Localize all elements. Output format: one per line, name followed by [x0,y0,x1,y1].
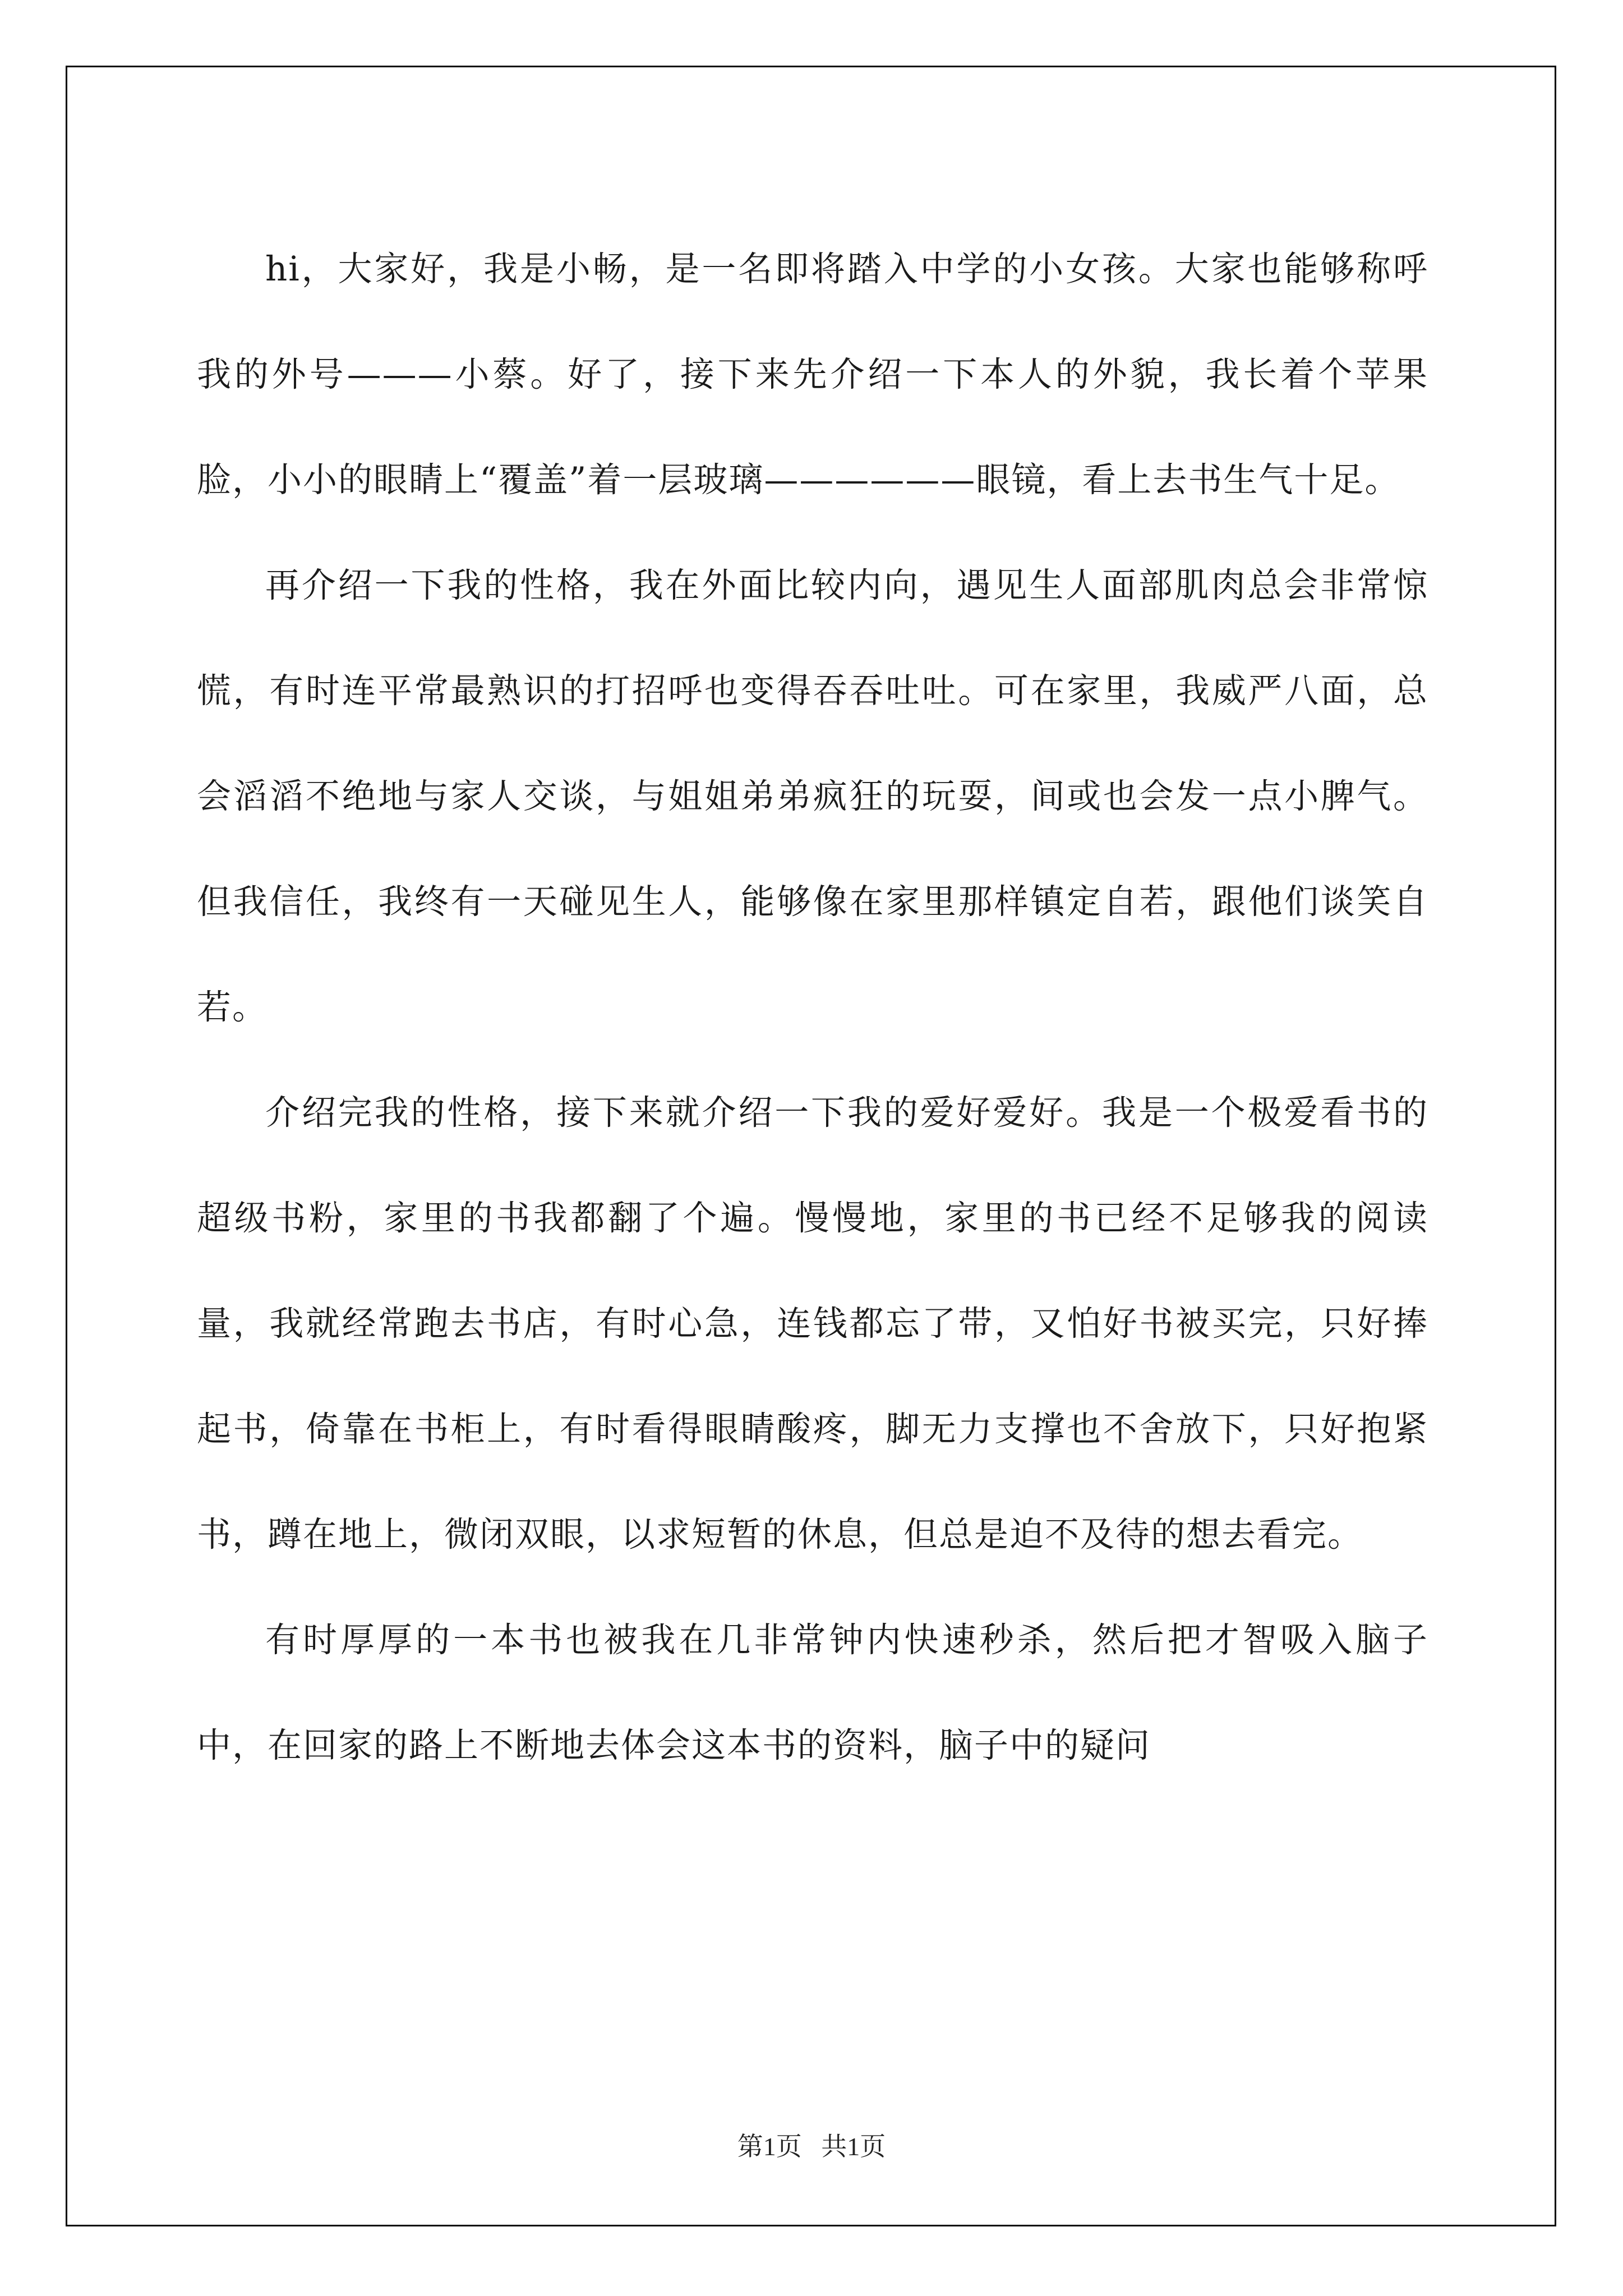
paragraph-2: 再介绍一下我的性格，我在外面比较内向，遇见生人面部肌肉总会非常惊慌，有时连平常最熟识的打招呼也变得吞吞吐吐。可在家里，我威严八面，总会滔滔不绝地与家人交谈，与姐姐弟弟疯狂的玩耍，间或也会发一点小脾气。但我信任，我终有一天碰见生人，能够像在家里那样镇定自若，跟他们谈笑自若。 [197,565,1428,1027]
paragraph-1: hi，大家好，我是小畅，是一名即将踏入中学的小女孩。大家也能够称呼我的外号———小蔡。好了，接下来先介绍一下本人的外貌，我长着个苹果脸，小小的眼睛上“覆盖”着一层玻璃——————眼镜，看上去书生气十足。 [197,249,1428,500]
paragraph-3: 介绍完我的性格，接下来就介绍一下我的爱好爱好。我是一个极爱看书的超级书粉，家里的书我都翻了个遍。慢慢地，家里的书已经不足够我的阅读量，我就经常跑去书店，有时心急，连钱都忘了带，又怕好书被买完，只好捧起书，倚靠在书柜上，有时看得眼睛酸疼，脚无力支撑也不舍放下，只好抱紧书，蹲在地上，微闭双眼，以求短暂的休息，但总是迫不及待的想去看完。 [197,1093,1428,1554]
page-footer [0,2126,1623,2163]
paragraph-4: 有时厚厚的一本书也被我在几非常钟内快速秒杀，然后把才智吸入脑子中，在回家的路上不断地去体会这本书的资料，脑子中的疑问 [197,1620,1428,1765]
footer-spacer [802,2132,822,2161]
page-total: 共1页 [821,2132,886,2161]
page-number: 第1页 [737,2132,802,2161]
document-body [197,217,1428,1798]
